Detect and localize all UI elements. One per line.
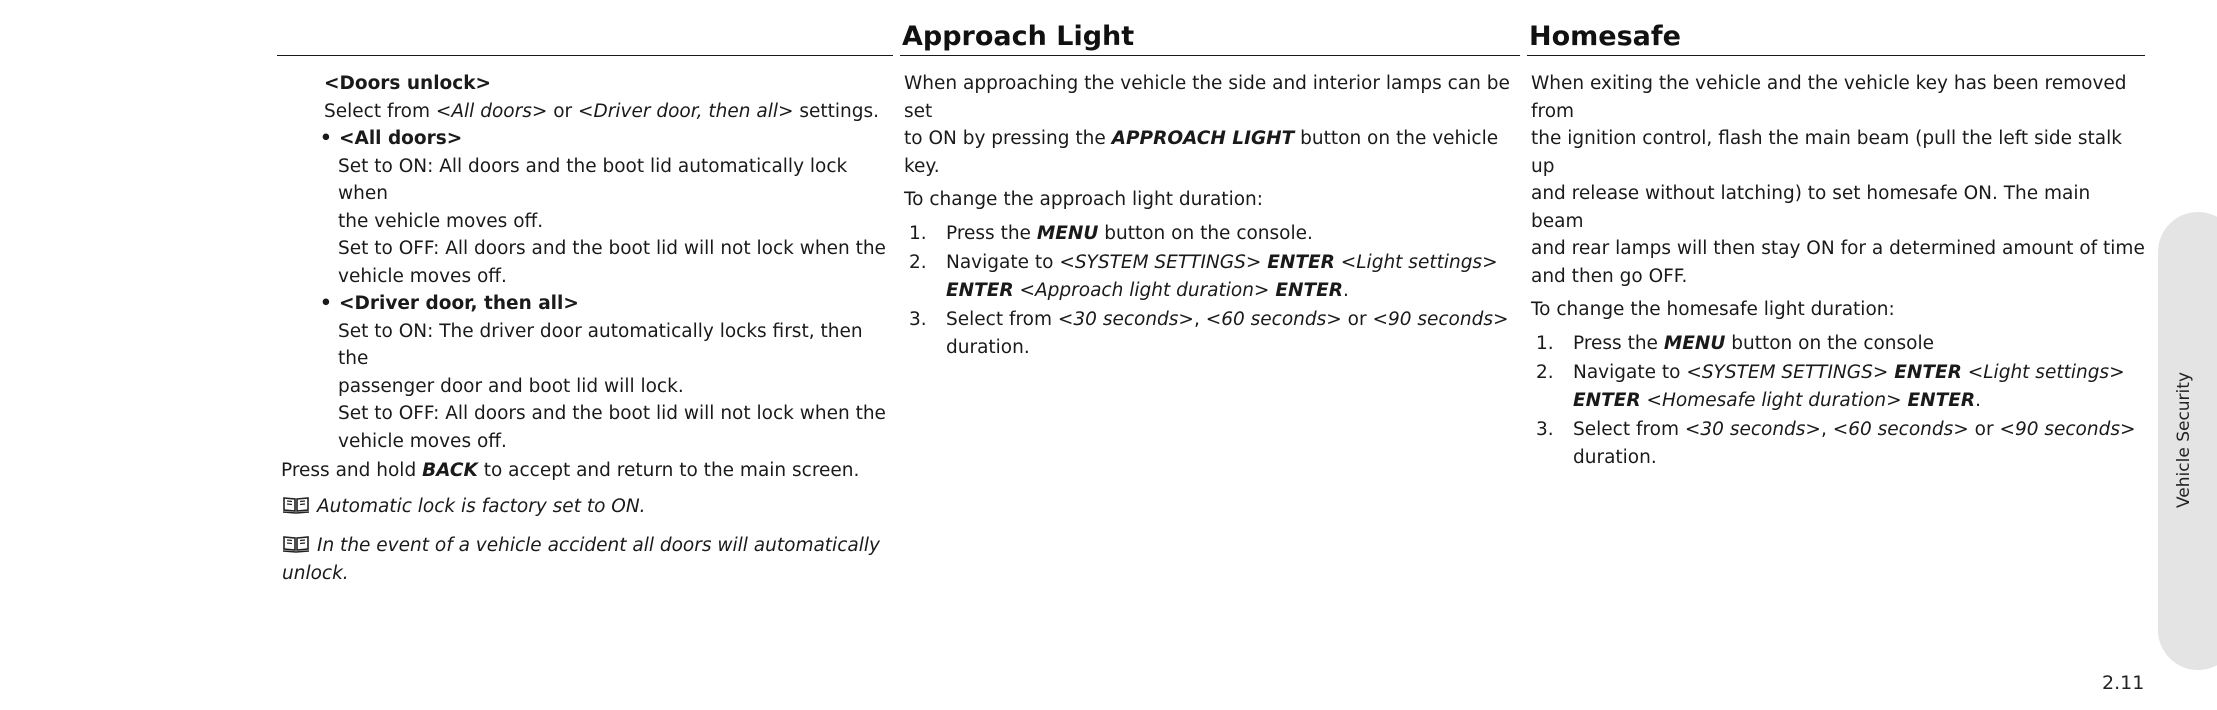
step-item: 1. Press the MENU button on the console bbox=[1536, 332, 1935, 354]
doors-unlock-column bbox=[277, 0, 893, 587]
step-item: 3. Select from <30 seconds>, <60 seconds> or <90 seconds> duration. bbox=[909, 309, 1509, 358]
approach-light-intro: When approaching the vehicle the side and interior lamps can be set to ON by pressing the APPROACH LIGHT button on the vehicle key. bbox=[904, 73, 1510, 177]
note-accident-unlock: In the event of a vehicle accident all doors will automatically unlock. bbox=[282, 535, 880, 584]
homesafe-change-text: To change the homesafe light duration: bbox=[1531, 299, 1895, 320]
all-doors-on-text: Set to ON: All doors and the boot lid automatically lock when the vehicle moves off. bbox=[338, 155, 848, 232]
doors-unlock-title: <Doors unlock> bbox=[324, 73, 492, 94]
bullet-driver-door: • <Driver door, then all> bbox=[277, 290, 893, 318]
homesafe-heading: Homesafe bbox=[1529, 21, 1681, 52]
page-number: 2.11 bbox=[2102, 672, 2145, 694]
all-doors-off-text: Set to OFF: All doors and the boot lid will not lock when the vehicle moves off. bbox=[338, 238, 886, 287]
approach-light-steps bbox=[904, 220, 1520, 362]
step-item: 3. Select from <30 seconds>, <60 seconds> or <90 seconds> duration. bbox=[1536, 419, 2136, 468]
bullet-all-doors: • <All doors> bbox=[277, 125, 893, 153]
press-back-text: Press and hold BACK to accept and return to the main screen. bbox=[281, 460, 860, 481]
book-icon bbox=[282, 533, 310, 553]
homesafe-intro: When exiting the vehicle and the vehicle key has been removed from the ignition control, flash the main beam (pull the left side stalk up and release without latching) to set homesafe ON. The main beam and rear lamps will then stay ON for a determined amount of time and then go OFF. bbox=[1531, 73, 2145, 287]
approach-light-change-text: To change the approach light duration: bbox=[904, 189, 1263, 210]
book-icon bbox=[282, 494, 310, 514]
driver-door-off-text: Set to OFF: All doors and the boot lid will not lock when the vehicle moves off. bbox=[338, 403, 886, 452]
section-tab-label: Vehicle Security bbox=[2174, 371, 2194, 509]
approach-light-column bbox=[900, 0, 1520, 363]
step-item: 1. Press the MENU button on the console. bbox=[909, 222, 1313, 244]
note-auto-lock: Automatic lock is factory set to ON. bbox=[277, 493, 893, 521]
homesafe-header bbox=[1527, 0, 2145, 56]
driver-door-on-text: Set to ON: The driver door automatically locks first, then the passenger door and boot lid will lock. bbox=[338, 320, 863, 397]
step-item: 2. Navigate to <SYSTEM SETTINGS> ENTER <Light settings> ENTER <Approach light duration> ENTER. bbox=[909, 252, 1498, 301]
step-item: 2. Navigate to <SYSTEM SETTINGS> ENTER <Light settings> ENTER <Homesafe light duration> ENTER. bbox=[1536, 362, 2125, 411]
approach-light-header bbox=[900, 0, 1520, 56]
approach-light-heading: Approach Light bbox=[902, 21, 1135, 52]
homesafe-column bbox=[1527, 0, 2145, 473]
column-header-rule bbox=[277, 0, 893, 56]
homesafe-steps bbox=[1531, 330, 2145, 472]
doors-unlock-select-text: Select from <All doors> or <Driver door, then all> settings. bbox=[324, 100, 880, 122]
